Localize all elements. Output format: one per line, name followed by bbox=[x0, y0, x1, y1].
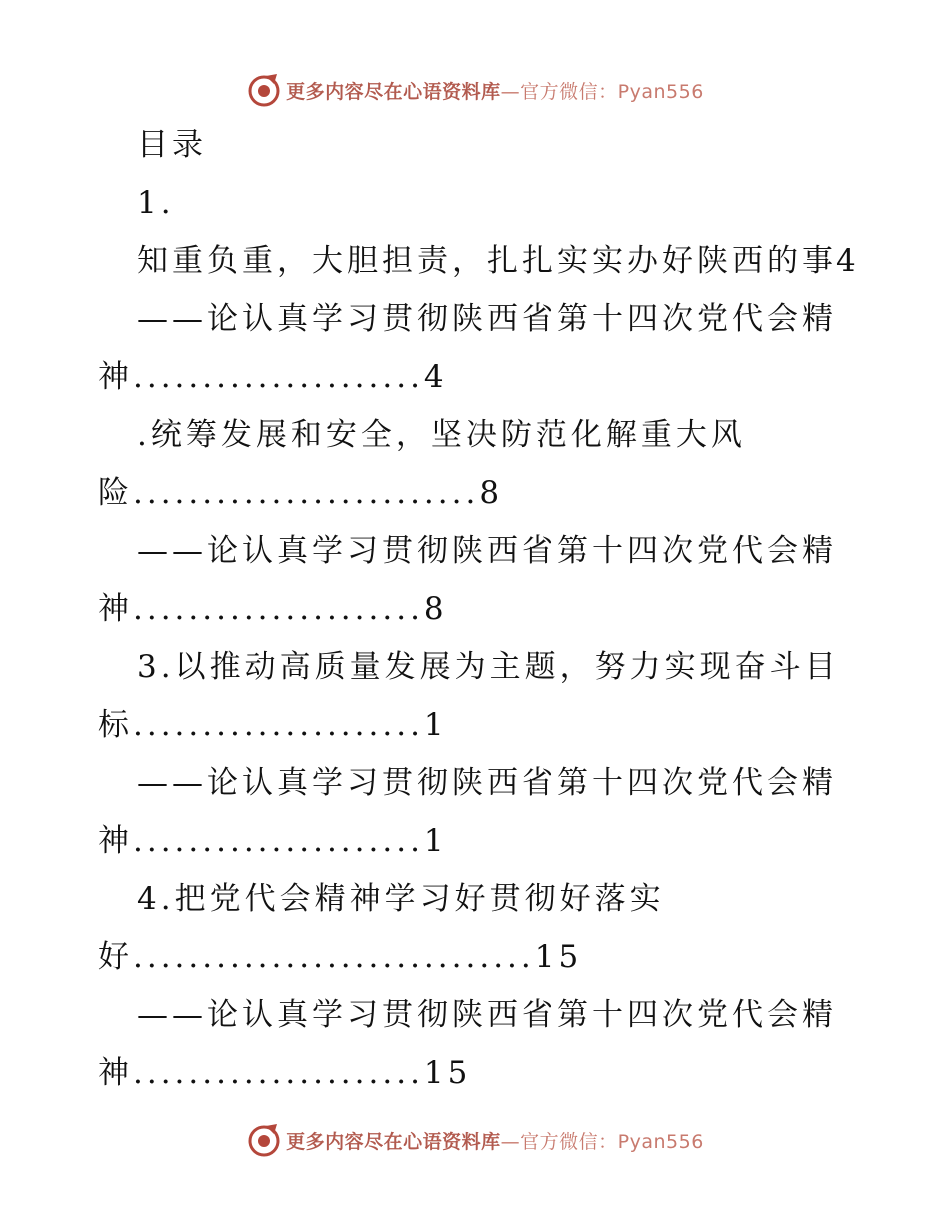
watermark-text: 更多内容尽在心语资料库—官方微信：Pyan556 bbox=[286, 80, 704, 103]
toc-line: 险.........................8 bbox=[98, 475, 504, 511]
toc-line: .统筹发展和安全，坚决防范化解重大风 bbox=[137, 417, 746, 453]
toc-heading: 目录 bbox=[137, 127, 207, 163]
toc-line: 神.....................15 bbox=[98, 1055, 472, 1091]
brand-logo-icon bbox=[246, 72, 282, 108]
brand-logo-icon bbox=[246, 1122, 282, 1158]
toc-entry-title: 知重负重，大胆担责，扎扎实实办好陕西的事 bbox=[137, 243, 837, 279]
toc-line: ——论认真学习贯彻陕西省第十四次党代会精 bbox=[137, 533, 837, 569]
watermark-banner-top bbox=[0, 70, 950, 110]
toc-line: 3.以推动高质量发展为主题，努力实现奋斗目 bbox=[137, 649, 840, 685]
watermark-banner-bottom bbox=[0, 1120, 950, 1160]
toc-line: 1. bbox=[137, 185, 175, 221]
toc-line: 标.....................1 bbox=[98, 707, 448, 743]
toc-line bbox=[137, 232, 837, 290]
toc-line: 神.....................1 bbox=[98, 823, 448, 859]
toc-line: ——论认真学习贯彻陕西省第十四次党代会精 bbox=[137, 765, 837, 801]
toc-line: 神.....................8 bbox=[98, 591, 448, 627]
toc-page-number: 4 bbox=[836, 243, 860, 279]
watermark-text: 更多内容尽在心语资料库—官方微信：Pyan556 bbox=[286, 1130, 704, 1153]
toc-line: ——论认真学习贯彻陕西省第十四次党代会精 bbox=[137, 301, 837, 337]
toc-line: 神.....................4 bbox=[98, 359, 448, 395]
toc-line: ——论认真学习贯彻陕西省第十四次党代会精 bbox=[137, 997, 837, 1033]
toc-line: 4.把党代会精神学习好贯彻好落实 bbox=[137, 881, 665, 917]
toc-line: 好.............................15 bbox=[98, 939, 583, 975]
